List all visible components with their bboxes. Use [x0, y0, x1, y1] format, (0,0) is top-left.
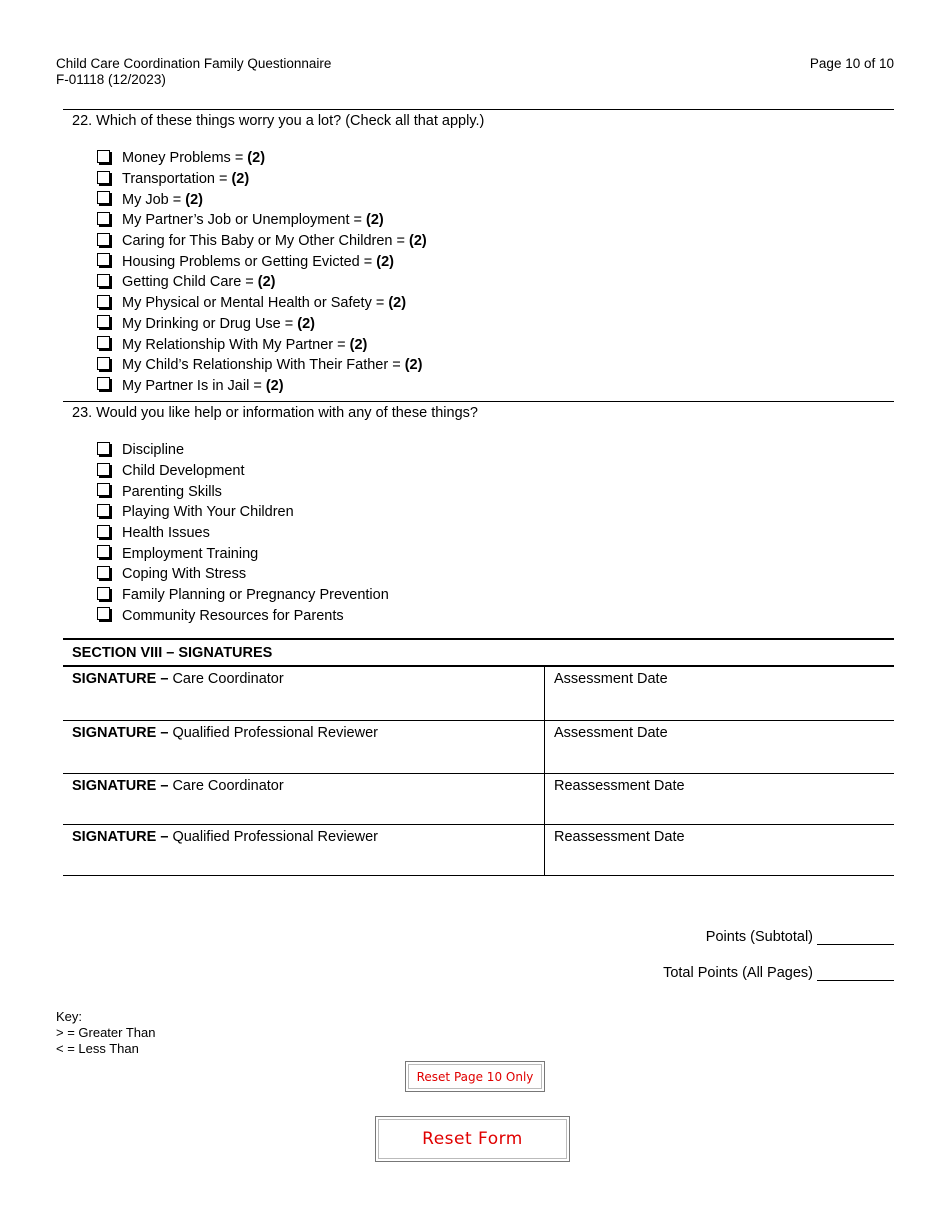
list-item: [97, 334, 427, 355]
option-points: (2): [231, 171, 250, 188]
key-legend: [56, 1009, 156, 1057]
reset-page-button[interactable]: Reset Page 10 Only: [405, 1061, 545, 1092]
date-label: Assessment Date: [554, 724, 668, 741]
reset-form-button[interactable]: Reset Form: [375, 1116, 570, 1162]
list-item: [97, 272, 427, 293]
signature-role: Care Coordinator: [172, 671, 284, 687]
checkbox[interactable]: [97, 357, 110, 370]
table-row: [63, 773, 894, 824]
option-label: Employment Training: [122, 545, 259, 562]
date-field[interactable]: [545, 720, 895, 773]
checkbox[interactable]: [97, 483, 110, 496]
date-field[interactable]: [545, 667, 895, 720]
q22-checklist: [97, 148, 427, 396]
option-points: (2): [185, 191, 203, 208]
signature-role: Qualified Professional Reviewer: [172, 724, 378, 741]
checkbox[interactable]: [97, 233, 110, 246]
list-item: [97, 585, 389, 606]
option-points: (2): [404, 357, 423, 374]
list-item: [97, 251, 427, 272]
option-label: My Partner’s Job or Unemployment =: [122, 212, 363, 229]
date-field[interactable]: [545, 773, 895, 824]
option-points: (2): [297, 315, 315, 332]
page-number: Page 10 of 10: [809, 56, 894, 71]
option-points: (2): [257, 274, 276, 291]
option-label: Community Resources for Parents: [122, 607, 344, 624]
total-label: Total Points (All Pages): [663, 965, 813, 981]
checkbox[interactable]: [97, 504, 110, 517]
checkbox[interactable]: [97, 295, 110, 308]
signature-field[interactable]: [63, 773, 545, 824]
option-points: (2): [349, 336, 368, 353]
checkbox[interactable]: [97, 377, 110, 390]
option-points: (2): [388, 295, 407, 312]
table-row: [63, 824, 894, 875]
option-label: Housing Problems or Getting Evicted =: [122, 253, 373, 270]
option-label: Family Planning or Pregnancy Prevention: [122, 587, 389, 604]
checkbox[interactable]: [97, 607, 110, 620]
subtotal-row: [706, 929, 894, 945]
option-label: Discipline: [122, 442, 185, 459]
option-label: Child Development: [122, 463, 245, 480]
list-item: [97, 440, 389, 461]
key-line: > = Greater Than: [56, 1025, 156, 1040]
form-title: Child Care Coordination Family Questionnaire: [56, 56, 332, 71]
signature-label: SIGNATURE –: [72, 777, 169, 794]
date-label: Assessment Date: [554, 671, 668, 687]
question-22: 22. Which of these things worry you a lot? (Check all that apply.): [72, 113, 485, 129]
q22-divider: [63, 401, 894, 402]
checkbox[interactable]: [97, 212, 110, 225]
list-item: [97, 376, 427, 397]
list-item: [97, 210, 427, 231]
option-label: Caring for This Baby or My Other Children =: [122, 233, 405, 250]
checkbox[interactable]: [97, 274, 110, 287]
option-label: My Physical or Mental Health or Safety =: [122, 295, 385, 312]
checkbox[interactable]: [97, 525, 110, 538]
checkbox[interactable]: [97, 315, 110, 328]
list-item: [97, 148, 427, 169]
checkbox[interactable]: [97, 566, 110, 579]
list-item: [97, 355, 427, 376]
option-label: Parenting Skills: [122, 483, 222, 500]
list-item: [97, 543, 389, 564]
signature-role: Care Coordinator: [172, 777, 284, 794]
checkbox[interactable]: [97, 150, 110, 163]
option-label: Transportation =: [122, 171, 228, 188]
option-points: (2): [376, 253, 394, 270]
option-label: My Partner Is in Jail =: [122, 377, 262, 394]
date-label: Reassessment Date: [554, 828, 685, 845]
checkbox[interactable]: [97, 587, 110, 600]
list-item: [97, 189, 427, 210]
checkbox[interactable]: [97, 336, 110, 349]
section-title: SECTION VIII – SIGNATURES: [72, 645, 273, 661]
total-input[interactable]: [817, 966, 894, 981]
list-item: [97, 231, 427, 252]
option-points: (2): [366, 212, 384, 229]
option-label: Health Issues: [122, 525, 210, 542]
option-label: Playing With Your Children: [122, 504, 294, 521]
option-label: Coping With Stress: [122, 566, 247, 583]
key-title: Key:: [56, 1009, 83, 1024]
signature-label: SIGNATURE –: [72, 828, 169, 845]
signature-field[interactable]: [63, 720, 545, 773]
checkbox[interactable]: [97, 253, 110, 266]
checkbox[interactable]: [97, 545, 110, 558]
signature-field[interactable]: [63, 667, 545, 720]
table-row: [63, 667, 894, 720]
list-item: [97, 481, 389, 502]
signature-table: [63, 667, 894, 876]
checkbox[interactable]: [97, 442, 110, 455]
total-row: [663, 965, 894, 981]
option-label: Getting Child Care =: [122, 274, 254, 291]
list-item: [97, 523, 389, 544]
date-label: Reassessment Date: [554, 777, 685, 794]
option-points: (2): [409, 233, 427, 250]
subtotal-label: Points (Subtotal): [705, 929, 813, 945]
signature-field[interactable]: [63, 824, 545, 875]
option-label: Money Problems =: [122, 150, 244, 167]
option-label: My Job =: [122, 191, 182, 208]
section-divider: [63, 638, 894, 640]
key-line: < = Less Than: [56, 1041, 139, 1056]
checkbox[interactable]: [97, 191, 110, 204]
form-id: F-01118 (12/2023): [56, 72, 166, 87]
list-item: [97, 564, 389, 585]
table-row: [63, 720, 894, 773]
list-item: [97, 606, 389, 627]
signature-role: Qualified Professional Reviewer: [172, 828, 378, 845]
checkbox[interactable]: [97, 171, 110, 184]
signature-label: SIGNATURE –: [72, 724, 169, 741]
option-points: (2): [247, 150, 266, 167]
option-label: My Drinking or Drug Use =: [122, 315, 294, 332]
header-divider: [63, 109, 894, 110]
list-item: [97, 293, 427, 314]
signature-label: SIGNATURE –: [72, 671, 169, 687]
list-item: [97, 314, 427, 335]
list-item: [97, 502, 389, 523]
q23-checklist: [97, 440, 389, 626]
option-points: (2): [265, 377, 284, 394]
subtotal-input[interactable]: [817, 930, 894, 945]
option-label: My Relationship With My Partner =: [122, 336, 346, 353]
list-item: [97, 461, 389, 482]
checkbox[interactable]: [97, 463, 110, 476]
option-label: My Child’s Relationship With Their Father =: [122, 357, 401, 374]
question-23: 23. Would you like help or information with any of these things?: [72, 405, 478, 421]
date-field[interactable]: [545, 824, 895, 875]
list-item: [97, 169, 427, 190]
